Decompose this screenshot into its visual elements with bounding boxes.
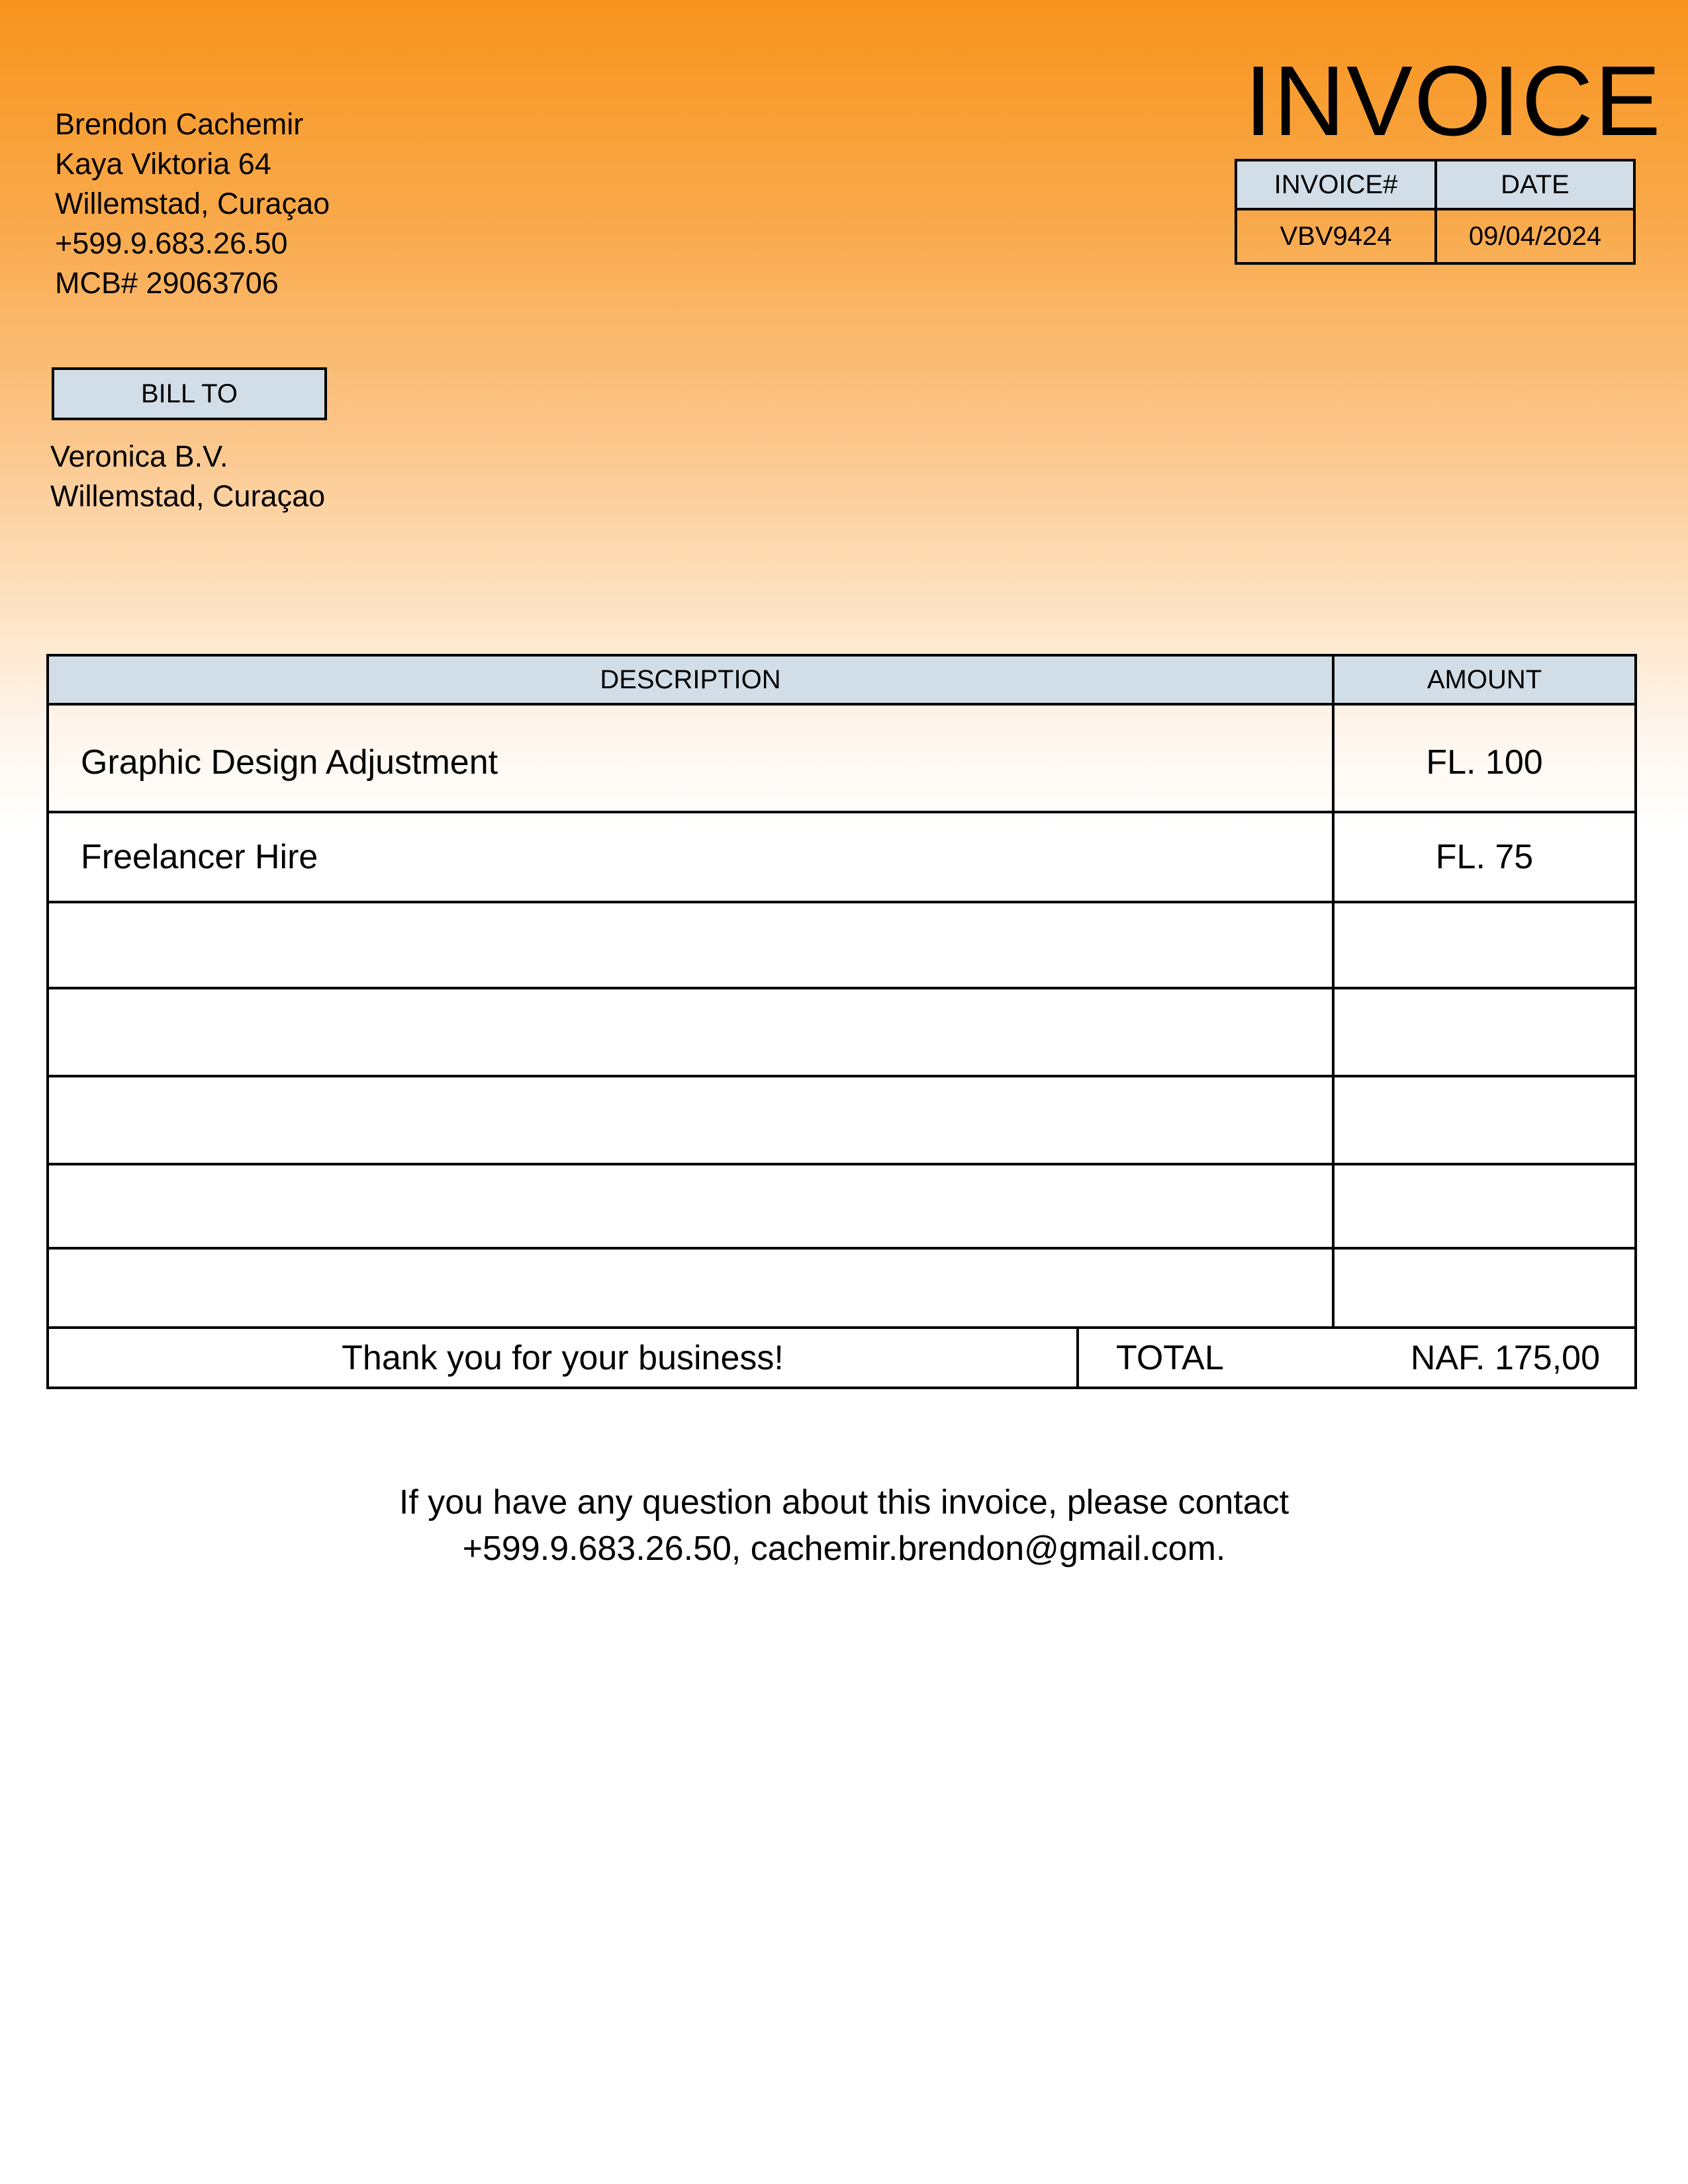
sender-city: Willemstad, Curaçao [55, 187, 330, 220]
bill-to-city: Willemstad, Curaçao [50, 479, 326, 513]
row-amount-cell [1335, 1165, 1634, 1247]
total-value: NAF. 175,00 [1410, 1338, 1600, 1377]
invoice-number-label: INVOICE# [1237, 161, 1437, 208]
invoice-meta-table [1235, 159, 1636, 265]
bill-to-name: Veronica B.V. [50, 439, 228, 473]
row-amount-cell [1335, 813, 1634, 901]
sender-street: Kaya Viktoria 64 [55, 147, 271, 181]
contact-line-2: +599.9.683.26.50, cachemir.brendon@gmail.com. [462, 1529, 1226, 1568]
row-description-cell [49, 1165, 1335, 1247]
row-description-cell [49, 903, 1335, 987]
table-row [49, 1165, 1634, 1250]
thank-you-note: Thank you for your business! [49, 1329, 1079, 1387]
date-label: DATE [1501, 169, 1570, 199]
table-row [49, 813, 1634, 903]
total-label: TOTAL [1116, 1338, 1224, 1377]
invoice-meta-header-row [1237, 161, 1633, 210]
table-row [49, 989, 1634, 1077]
row-description-cell [49, 705, 1335, 811]
row-amount-cell [1335, 1250, 1634, 1326]
row-description-cell [49, 1250, 1335, 1326]
bill-to-label: BILL TO [52, 367, 327, 420]
row-description: Graphic Design Adjustment [81, 743, 498, 782]
description-header: DESCRIPTION [49, 657, 1335, 703]
line-items-header-row [49, 657, 1634, 705]
invoice-number-value: VBV9424 [1237, 210, 1437, 262]
row-description-cell [49, 813, 1335, 901]
contact-line-1: If you have any question about this invoice, please contact [399, 1483, 1289, 1522]
table-row [49, 1077, 1634, 1165]
row-amount-cell [1335, 903, 1634, 987]
row-description-cell [49, 989, 1335, 1075]
table-row [49, 1250, 1634, 1326]
date-value: 09/04/2024 [1468, 221, 1602, 251]
row-description-cell [49, 1077, 1335, 1163]
row-amount: FL. 100 [1426, 743, 1543, 782]
table-row [49, 705, 1634, 813]
sender-mcb: MCB# 29063706 [55, 266, 279, 300]
sender-name: Brendon Cachemir [55, 107, 304, 141]
sender-phone: +599.9.683.26.50 [55, 226, 288, 260]
row-amount-cell [1335, 705, 1634, 811]
row-amount: FL. 75 [1435, 838, 1534, 876]
row-amount-cell [1335, 989, 1634, 1075]
line-items-table [46, 654, 1637, 1329]
contact-footer [0, 1479, 1688, 1572]
table-row [49, 903, 1634, 989]
invoice-title: INVOICE [1244, 45, 1662, 156]
bill-to-address [50, 437, 325, 516]
row-description: Freelancer Hire [81, 838, 318, 876]
amount-header: AMOUNT [1427, 664, 1542, 694]
row-amount-cell [1335, 1077, 1634, 1163]
totals-row [46, 1326, 1637, 1389]
invoice-meta-value-row [1237, 210, 1633, 262]
sender-address [55, 105, 330, 303]
